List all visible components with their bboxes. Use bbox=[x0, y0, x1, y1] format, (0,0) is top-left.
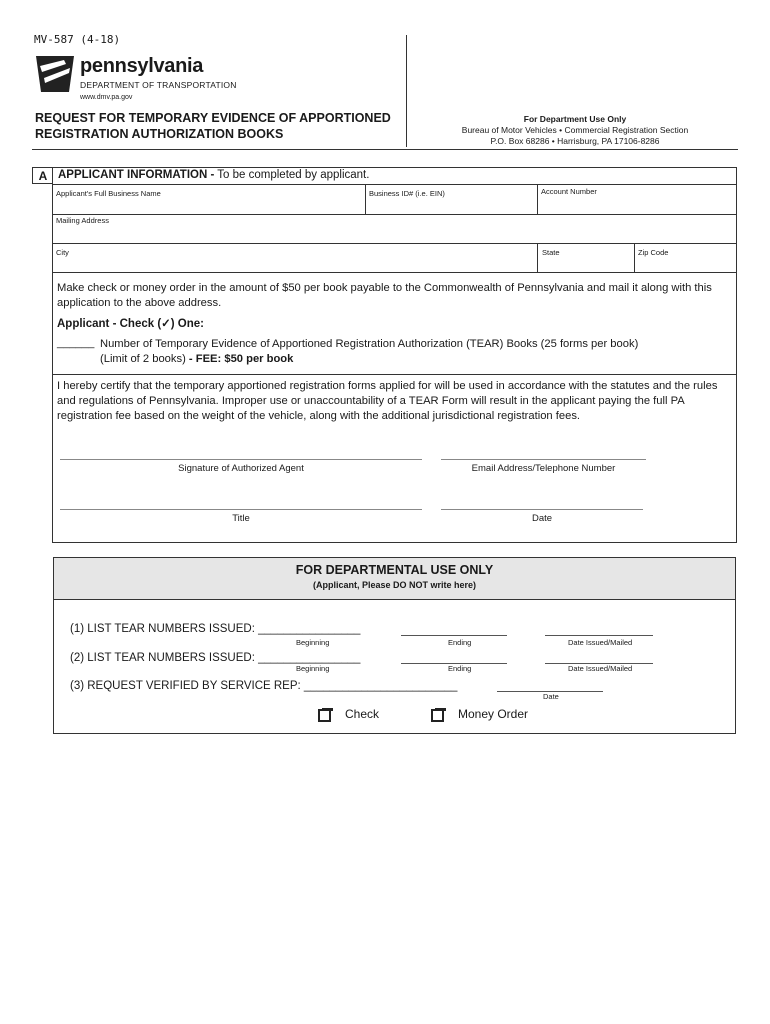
state-field[interactable]: State bbox=[542, 248, 560, 257]
logo-wordmark: pennsylvania bbox=[80, 55, 204, 77]
keystone-logo-icon bbox=[34, 54, 76, 94]
email-line[interactable] bbox=[441, 459, 646, 460]
book-count-blank[interactable]: ______ bbox=[57, 337, 95, 349]
title-label: Title bbox=[232, 513, 250, 524]
money-order-checkbox[interactable] bbox=[431, 709, 444, 722]
date-line[interactable] bbox=[441, 509, 643, 510]
tear-1-date-line[interactable] bbox=[545, 635, 653, 636]
verified-by-line: (3) REQUEST VERIFIED BY SERVICE REP: ________________________ bbox=[70, 680, 458, 692]
signature-line[interactable] bbox=[60, 459, 422, 460]
dept-use-block: For Department Use Only Bureau of Motor Vehicles • Commercial Registration Section P.O. Box 68286 • Harrisburg, PA 17106-8286 bbox=[461, 114, 689, 146]
account-number-field[interactable]: Account Number bbox=[541, 187, 597, 196]
date-label: Date bbox=[531, 513, 553, 524]
header-divider bbox=[406, 35, 407, 147]
tear-2-ending-label: Ending bbox=[448, 664, 472, 673]
logo-dept: DEPARTMENT OF TRANSPORTATION bbox=[80, 80, 237, 90]
tear-1-ending-line[interactable] bbox=[401, 635, 507, 636]
email-label: Email Address/Telephone Number bbox=[471, 463, 616, 474]
tear-list-1: (1) LIST TEAR NUMBERS ISSUED: ________________ bbox=[70, 623, 361, 635]
logo-url: www.dmv.pa.gov bbox=[80, 94, 133, 101]
tear-1-date-label: Date Issued/Mailed bbox=[568, 638, 633, 647]
tear-2-date-label: Date Issued/Mailed bbox=[568, 664, 633, 673]
page-title: REQUEST FOR TEMPORARY EVIDENCE OF APPORTIONED REGISTRATION AUTHORIZATION BOOKS bbox=[35, 111, 391, 141]
money-order-label: Money Order bbox=[458, 707, 529, 721]
zip-field[interactable]: Zip Code bbox=[638, 248, 669, 257]
mailing-address-field[interactable]: Mailing Address bbox=[56, 216, 109, 225]
title-line[interactable] bbox=[60, 509, 422, 510]
tear-2-beginning-label: Beginning bbox=[296, 664, 330, 673]
certification-text: I hereby certify that the temporary apportioned registration forms applied for will be used in accordance with the statutes and the rules and regulations of Pennsylvania. Improper use or unaccountability of a TEAR Form will result in the applicant paying the full PA registration fee based on the weight of the vehicle, along with the additional jurisdictional registration fees. bbox=[57, 380, 718, 422]
form-number: MV-587 (4-18) bbox=[34, 33, 121, 46]
section-a-letter: A bbox=[32, 167, 53, 184]
business-id-field[interactable]: Business ID# (i.e. EIN) bbox=[369, 189, 445, 198]
check-label: Check bbox=[345, 707, 380, 721]
business-name-field[interactable]: Applicant's Full Business Name bbox=[56, 189, 161, 198]
tear-1-ending-label: Ending bbox=[448, 638, 472, 647]
verified-date-label: Date bbox=[543, 692, 559, 701]
payment-instructions: Make check or money order in the amount of $50 per book payable to the Commonwealth of Pennsylvania and mail it along with this application to the above address. bbox=[57, 282, 712, 309]
section-a-heading: APPLICANT INFORMATION - To be completed by applicant. bbox=[58, 169, 370, 181]
dept-section-subheading: (Applicant, Please DO NOT write here) bbox=[312, 580, 477, 590]
header-rule bbox=[32, 149, 738, 150]
check-checkbox[interactable] bbox=[318, 709, 331, 722]
book-option-text: Number of Temporary Evidence of Apportioned Registration Authorization (TEAR) Books (25 forms per book) (Limit of 2 books) - FEE: $50 per book bbox=[100, 338, 639, 365]
check-one-label: Applicant - Check (✓) One: bbox=[57, 318, 205, 330]
signature-label: Signature of Authorized Agent bbox=[178, 463, 304, 474]
dept-section-heading: FOR DEPARTMENTAL USE ONLY bbox=[295, 563, 494, 577]
tear-1-beginning-label: Beginning bbox=[296, 638, 330, 647]
tear-list-2: (2) LIST TEAR NUMBERS ISSUED: ________________ bbox=[70, 652, 361, 664]
city-field[interactable]: City bbox=[56, 248, 69, 257]
